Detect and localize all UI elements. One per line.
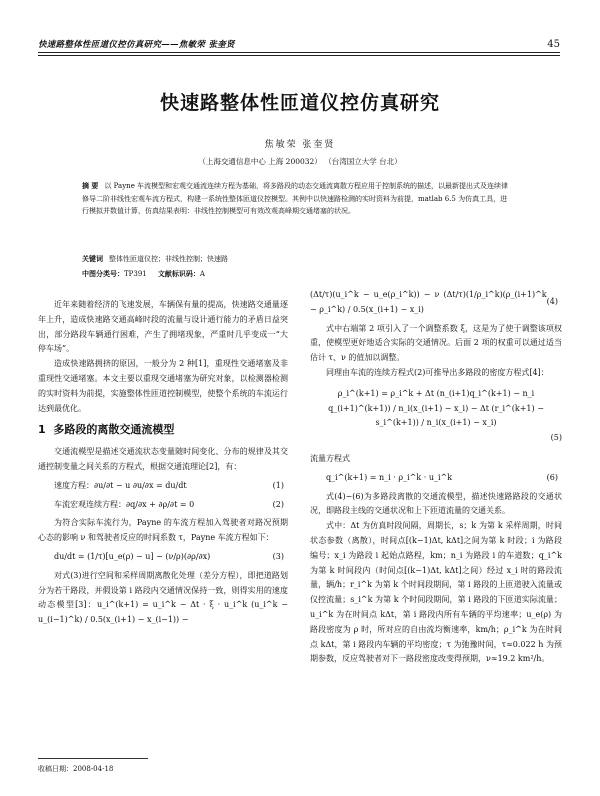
clc-value: TP391 [124,270,147,278]
equation-1-label: 速度方程： [54,480,94,490]
right-paragraph-4: 式中：Δt 为仿真时段间隔，周期长，s；k 为第 k 采样周期，时间状态参数（离散），时间点[(k−1)Δt, kΔt]之间为第 k 时段；i 为路段编号；x_i 为路段 i 起始点路程，km；n_i 为路段 i 的车道数；q_i^k 为第 k 时间段内（时间点[(k−1)Δt, kΔt]之间）经过 x_i 时的路段流量，辆/h；r_i^k 为第 k 个时间段期间，第 i 路段的上匝道驶入流量或仪控流量；s_i^k 为第 k 个时间段期间，第 i 路段的下匝道实际流量；u_i^k 为在时间点 kΔt，第 i 路段内所有车辆的平均速率；u_e(ρ) 为路段密度为 ρ 时，所对应的自由流均衡速率，km/h；ρ_i^k 为在时间点 kΔt，第 i 路段内车辆的平均密度；τ 为弛豫时间，τ≈0.022 h 为预期参数，反应驾驶者对下一路段密度改变得预期，ν≈19.2 km²/h。 [310,521,562,664]
equation-2-body: ∂q/∂x + ∂ρ/∂t = 0 [126,499,195,509]
equation-2-label: 车流宏观连续方程： [54,499,126,509]
section-1-paragraph-2: 为符合实际车流行为，Payne 的车流方程加入驾驶者对路况预期心态的影响 ν 和驾驶者反应的时间系数 τ，Payne 车流方程如下： [38,518,288,543]
equation-5 [310,387,562,446]
authors: 焦敏荣 张奎贤 [264,140,336,150]
received-date: 收稿日期：2008-04-18 [38,765,114,773]
equation-4-number: (4) [546,297,558,307]
equation-3-number: (3) [272,551,284,561]
equation-5-number: (5) [550,433,562,443]
keywords-text: 整体性匝道仪控；非线性控制；快速路 [109,255,228,263]
keywords [82,254,510,264]
equation-6-number: (6) [546,472,558,482]
right-paragraph-1: 式中右端第 2 项引入了一个调整系数 ξ，这是为了使于调整该项权重，使模型更好地适合实际的交通情况。后面 2 项的权重可以通过适当估计 τ、ν 的值加以调整。 [310,323,562,363]
intro-paragraph-2: 造成快速路拥挤的原因，一般分为 2 种[1]，重现性交通堵塞及非重现性交通堵塞。本文主要以重现交通堵塞为研究对象，以检测器检测的实时资料为前提，实施整体性匝道控制模型，使整个系统的车流运行达到最优化。 [38,359,288,413]
left-column [38,298,288,628]
section-1-title: 多路段的离散交通流模型 [53,423,175,437]
equation-3-body: du/dt = (1/τ)[u_e(ρ) − u] − (ν/ρ)(∂ρ/∂x) [54,551,211,561]
section-1-number: 1 [38,423,46,437]
classification [82,269,205,279]
running-header [38,34,560,50]
equation-3 [38,550,288,565]
right-paragraph-2: 同理由车流的连续方程式(2)可推导出多路段的密度方程式[4]： [326,367,549,377]
footnote-rule [38,758,148,759]
right-column [310,284,562,667]
right-paragraph-3: 式(4)~(6)为多路段离散的交通流模型，描述快速路路段的交通状况，即路段主线的交通状况和上下匝道流量的交通关系。 [310,491,562,516]
clc-label: 中图分类号： [82,269,124,278]
doc-code-value: A [199,270,205,278]
abstract-text: 以 Payne 车流模型和宏观交通流连续方程为基础，将多路段的动态交通流离散方程应用于控制系统的描述，以最新提出式及连续律修导二阶非线性宏观车流方程式，构建一系统性整体匝道仪控模型。其例中以快速路检测的实时资料为前提，matlab 6.5 为仿真工具，进行模拟并数值计算，仿真结果表明：非线性控制模型可有效改观高峰期交通堵塞的状况。 [82,182,509,216]
page-number: 45 [547,39,560,50]
section-1-heading [38,423,288,438]
keywords-label: 关键词 [82,254,103,263]
section-1-paragraph-1: 交通流模型是描述交通流状态变量随时间变化、分布的规律及其交通控制变量之间关系的方程式，根据交通流理论[2]，有： [38,447,288,471]
equation-1-body: ∂u/∂t − u ∂u/∂x = du/dt [94,480,187,490]
equation-5-body: ρ_i^(k+1) = ρ_i^k + Δt (n_(i+1)q_i^(k+1) − n_i q_(i+1)^(k+1)) / n_i(x_(i+1) − x_i) − Δt (r_i^(k+1) − s_i^(k+1)) / n_i(x_(i+1) − x_i) [328,388,544,428]
abstract-label: 摘 要 [82,181,99,190]
header-rule-top [38,52,560,53]
paper-title: 快速路整体性匝道仪控仿真研究 [159,92,440,114]
equation-1-number: (1) [272,480,284,490]
intro-paragraph-1: 近年来随着经济的飞速发展，车辆保有量的提高，快速路交通量逐年上升，造成快速路交通高峰时段的流量与设计通行能力的矛盾日益突出，部分路段车辆通行困难，产生了拥堵现象，严重时几乎变成一“大停车场”。 [38,300,288,354]
flow-equation-label: 流量方程式 [310,453,350,463]
header-rule-bottom [38,55,560,56]
abstract [82,180,510,218]
section-1-paragraph-3: 对式(3)进行空间和采样周期离散化处理（差分方程），即把道路划分为若干路段，并假设第 i 路段内交通情况保持一致，则得实用的速度动态模型[3]：u_i^(k+1) = u_i^k − Δt · ξ · u_i^k (u_i^k − u_(i−1)^k) / 0.5(x_(i+1) − x_(i−1)) − [38,570,288,625]
equation-2-number: (2) [272,499,284,509]
running-title: 快速路整体性匝道仪控仿真研究——焦敏荣 张奎贤 [38,40,235,50]
equation-2 [38,498,288,513]
affiliation: （上海交通信息中心 上海 200032） （台湾国立大学 台北） [198,157,402,166]
equation-6 [310,471,562,486]
equation-6-body: q_i^(k+1) = n_i · ρ_i^k · u_i^k [326,472,453,482]
equation-1 [38,479,288,494]
equation-4-body: (Δt/τ)(u_i^k − u_e(ρ_i^k)) − ν (Δt/τ)(1/ρ_i^k)(ρ_(i+1)^k − ρ_i^k) / 0.5(x_(i+1) − x_i) [310,290,547,314]
equation-4 [310,288,562,318]
doc-code-label: 文献标识码： [157,269,200,278]
